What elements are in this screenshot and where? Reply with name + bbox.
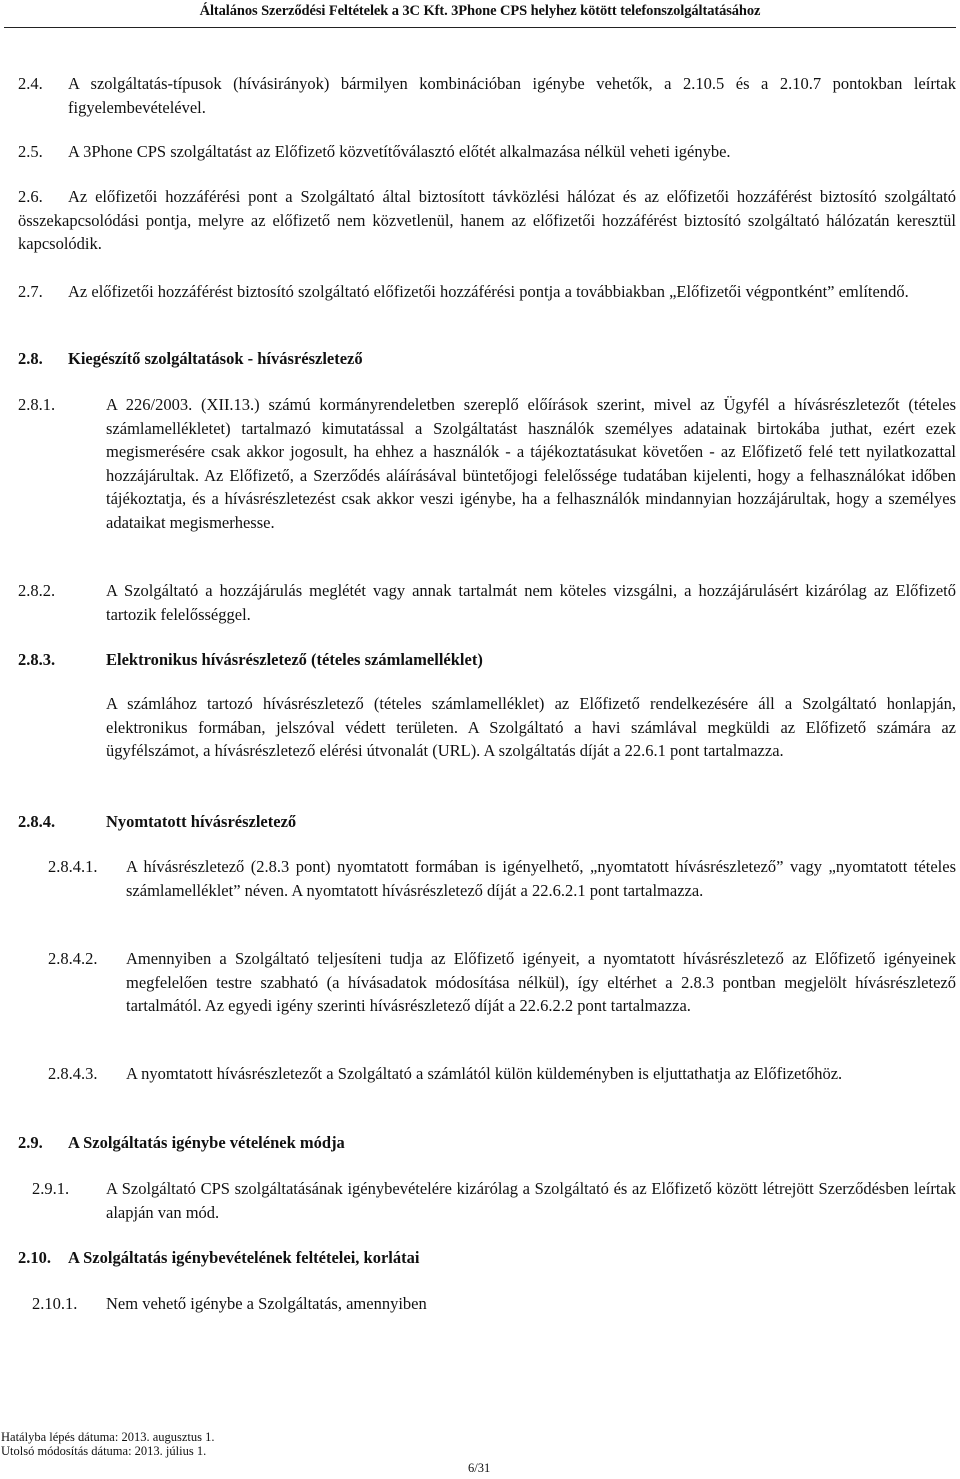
section-text: A 3Phone CPS szolgáltatást az Előfizető közvetítőválasztó előtét alkalmazása nélkül veheti igénybe. <box>68 142 731 161</box>
section-text: Az előfizetői hozzáférési pont a Szolgáltató által biztosított távközlési hálózat és az előfizetői hozzáférést biztosító szolgáltató összekapcsolódási pontja, melyre az előfizető nem közvetlenül, hanem az előfizetői hozzáférést biztosító szolgáltató hálózatán keresztül kapcsolódik. <box>18 187 956 253</box>
section-title: A Szolgáltatás igénybe vételének módja <box>68 1133 345 1152</box>
section-2-8-4-2 <box>48 947 956 1018</box>
section-2-8-1 <box>18 393 956 534</box>
section-number: 2.10. <box>18 1248 51 1267</box>
header-divider <box>4 27 956 28</box>
section-2-9 <box>18 1131 956 1155</box>
section-text: A 226/2003. (XII.13.) számú kormányrendeletben szereplő előírások szerint, mivel az Ügyfél a hívásrészletezőt (tételes számlamellékletet) tartalmazó kimutatással a Szolgáltatást használók személyes adatainak birtokába juthat, ezért ezek megismerésére csak akkor jogosult, ha ehhez a használók - a tájékoztatásukat követően - az Előfizető felé tett nyilatkozattal hozzájárultak. Az Előfizető, a Szerződés aláírásával büntetőjogi felelőssége tudatában kijelenti, hogy a felhasználókat időben tájékoztatja, és a hívásrészletezést csak akkor veszi igénybe, ha a felhasználók mindannyian hozzájárultak, hogy a személyes adataikat megismerhesse. <box>106 395 956 532</box>
section-number: 2.8.3. <box>18 650 56 669</box>
section-text: Nem vehető igénybe a Szolgáltatás, amennyiben <box>106 1294 427 1313</box>
section-text: A Szolgáltató CPS szolgáltatásának igénybevételére kizárólag a Szolgáltató és az Előfizető között létrejött Szerződésben leírtak alapján van mód. <box>106 1179 956 1222</box>
section-2-8-3-heading <box>18 648 956 672</box>
section-number: 2.9. <box>18 1133 43 1152</box>
section-number: 2.7. <box>18 282 43 301</box>
section-title: A Szolgáltatás igénybevételének feltételei, korlátai <box>68 1248 420 1267</box>
section-2-8 <box>18 347 956 371</box>
section-text: A számlához tartozó hívásrészletező (tételes számlamelléklet) az Előfizető rendelkezésére áll a Szolgáltató honlapján, elektronikus formában, jelszóval védett területen. A Szolgáltató a havi számlával megküldi az Előfizető számára az ügyfélszámot, a hívásrészletező elérési útvonalát (URL). A szolgáltatás díját a 22.6.1 pont tartalmazza. <box>106 694 956 760</box>
section-text: A Szolgáltató a hozzájárulás meglétét vagy annak tartalmát nem köteles vizsgálni, a hozzájárulásért kizárólag az Előfizető tartozik felelősséggel. <box>106 581 956 624</box>
section-2-8-3-body <box>106 692 956 763</box>
section-number: 2.9.1. <box>32 1179 70 1198</box>
section-2-8-2 <box>18 579 956 626</box>
footer-effective-date: Hatályba lépés dátuma: 2013. augusztus 1. <box>1 1430 215 1444</box>
section-number: 2.8.4. <box>18 812 56 831</box>
section-text: A nyomtatott hívásrészletezőt a Szolgáltató a számlától külön küldeményben is eljuttathatja az Előfizetőhöz. <box>126 1064 843 1083</box>
section-number: 2.8.4.1. <box>48 857 98 876</box>
footer-modified-date: Utolsó módosítás dátuma: 2013. július 1. <box>1 1444 207 1458</box>
section-number: 2.10.1. <box>32 1294 78 1313</box>
section-title: Elektronikus hívásrészletező (tételes számlamelléklet) <box>106 650 483 669</box>
section-text: A szolgáltatás-típusok (hívásirányok) bármilyen kombinációban igénybe vehetők, a 2.10.5 és a 2.10.7 pontokban leírtak figyelembevételével. <box>68 74 956 117</box>
section-2-8-4 <box>18 810 956 834</box>
section-title: Kiegészítő szolgáltatások - hívásrészletező <box>68 349 363 368</box>
section-number: 2.8.4.3. <box>48 1064 98 1083</box>
section-2-10 <box>18 1246 956 1270</box>
section-2-8-4-3 <box>48 1062 956 1086</box>
section-2-8-4-1 <box>48 855 956 902</box>
section-text: Amennyiben a Szolgáltató teljesíteni tudja az Előfizető igényeit, a nyomtatott hívásrészletező az Előfizető igényeinek megfelelően testre szabható (a hívásadatok módosítása nélkül), így eltérhet a 2.8.3 pontban megjelölt hívásrészletező tartalmától. Az egyedi igény szerinti hívásrészletező díját a 22.6.2.2 pont tartalmazza. <box>126 949 956 1015</box>
section-number: 2.4. <box>18 74 43 93</box>
section-2-9-1 <box>32 1177 956 1224</box>
section-2-10-1 <box>32 1292 956 1316</box>
section-number: 2.8.1. <box>18 395 56 414</box>
page-header: Általános Szerződési Feltételek a 3C Kft. 3Phone CPS helyhez kötött telefonszolgáltatásához <box>199 3 761 19</box>
section-number: 2.6. <box>18 187 43 206</box>
section-number: 2.8.4.2. <box>48 949 98 968</box>
page-number: 6/31 <box>468 1461 491 1475</box>
section-2-6 <box>18 185 956 256</box>
section-2-7 <box>18 280 956 304</box>
section-2-4 <box>18 72 956 119</box>
section-text: A hívásrészletező (2.8.3 pont) nyomtatott formában is igényelhető, „nyomtatott hívásrészletező” vagy „nyomtatott tételes számlamelléklet” néven. A nyomtatott hívásrészletező díját a 22.6.2.1 pont tartalmazza. <box>126 857 956 900</box>
section-number: 2.8.2. <box>18 581 56 600</box>
section-title: Nyomtatott hívásrészletező <box>106 812 297 831</box>
section-text: Az előfizetői hozzáférést biztosító szolgáltató előfizetői hozzáférési pontja a továbbiakban „Előfizetői végpontként” említendő. <box>68 282 909 301</box>
section-2-5 <box>18 140 956 164</box>
section-number: 2.8. <box>18 349 43 368</box>
section-number: 2.5. <box>18 142 43 161</box>
